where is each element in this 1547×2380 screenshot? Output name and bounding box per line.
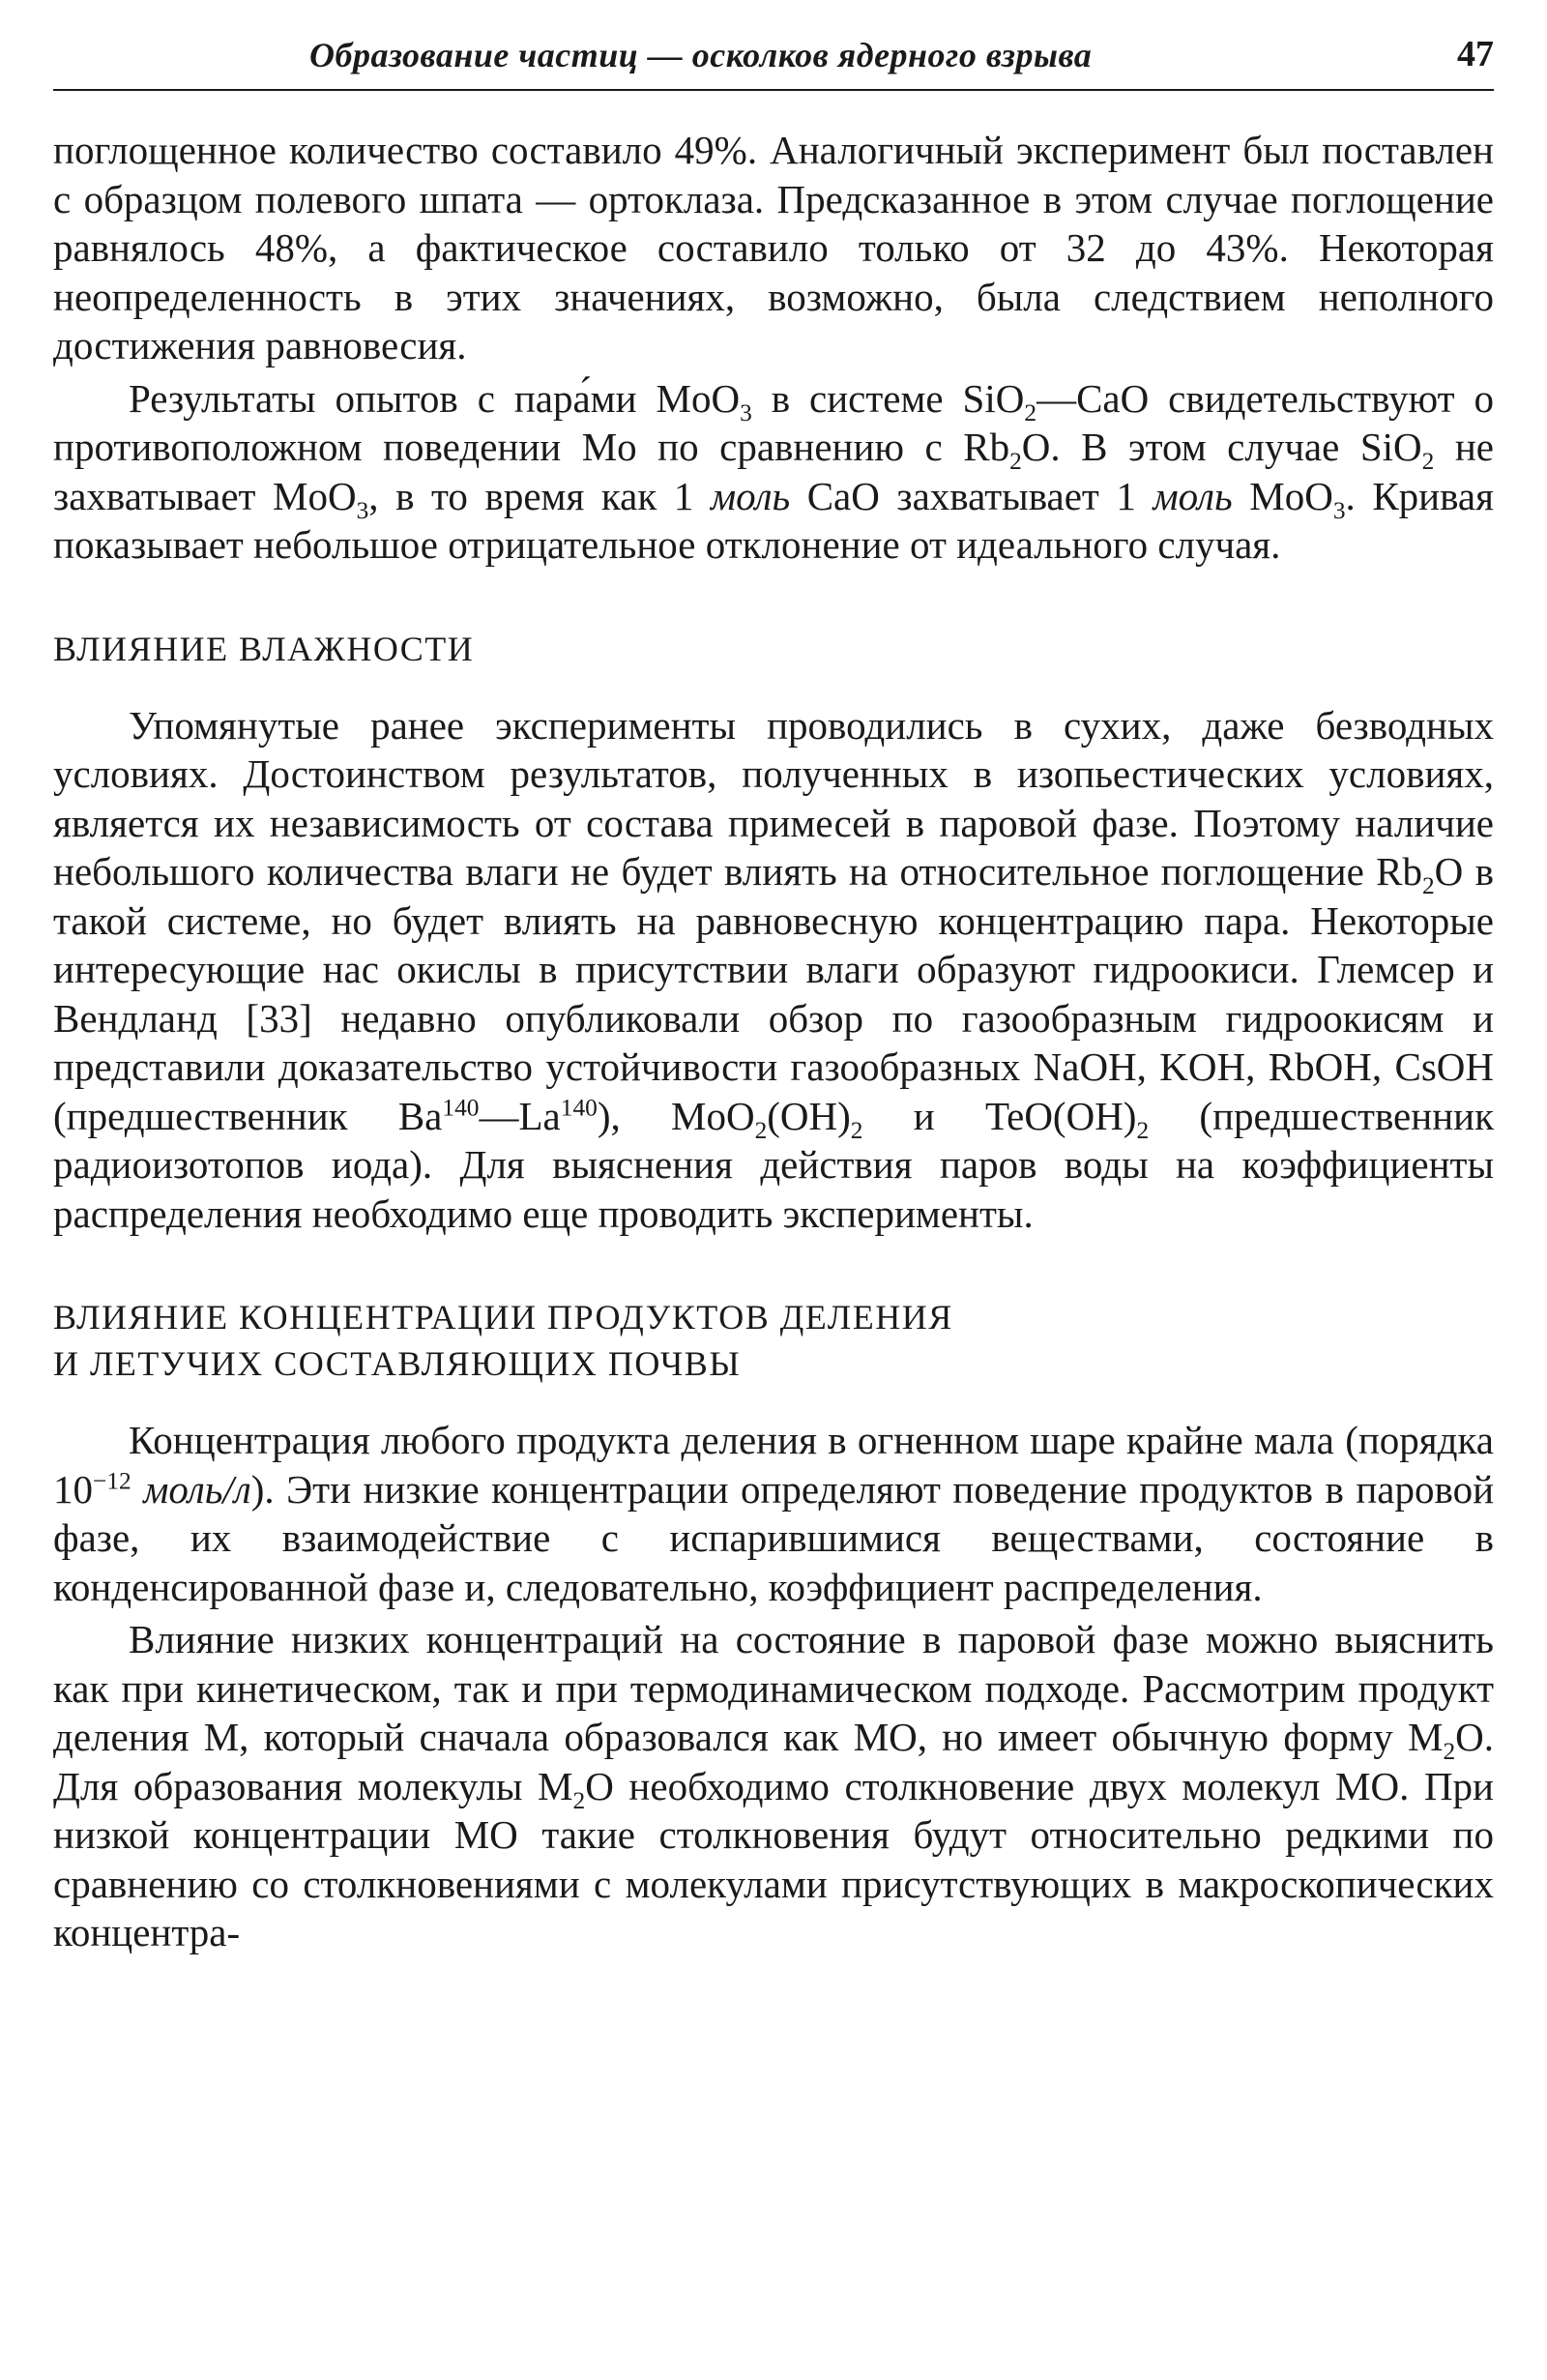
text-run: —CaO свидетельствуют о противоположном поведении Mo по сравнению с Rb <box>53 375 1494 469</box>
text-run: O в такой системе, но будет влиять на равновесную концентрацию пара. Некоторые интересующие нас окислы в присутствии влаги образуют гидроокиси. Глемсер и Вендланд [33] недавно опубликовали обзор по газообразным гидроокисям и представили доказательство устойчивости газообразных NaOH, KOH, RbOH, CsOH (предшественник Ba <box>53 849 1494 1138</box>
running-title: Образование частиц — осколков ядерного взрыва <box>309 36 1093 74</box>
subscript: 2 <box>1421 448 1435 476</box>
section-heading-humidity <box>53 626 1494 672</box>
book-page <box>53 29 1494 1961</box>
page-number: 47 <box>1457 34 1494 74</box>
text-run: в системе SiO <box>751 375 1025 421</box>
text-run: . Кривая показывает небольшое отрицательное отклонение от идеального случая. <box>53 473 1494 567</box>
superscript: 140 <box>560 1093 598 1121</box>
text-run: ), MoO <box>597 1093 755 1138</box>
text-run: O. В этом случае SiO <box>1021 425 1422 469</box>
text-run: ). Эти низкие концентрации определяют поведение продуктов в паровой фазе, их взаимодействие с испарившимися веществами, состояние в конденсированной фазе и, следовательно, коэффициент распределения. <box>53 1466 1495 1609</box>
page-body <box>53 126 1494 1957</box>
paragraph-concentration <box>53 1416 1494 1611</box>
superscript: 140 <box>442 1093 480 1121</box>
unit-italic: моль <box>1153 473 1233 518</box>
subscript: 2 <box>1009 448 1022 476</box>
subscript: 2 <box>754 1116 768 1144</box>
subscript: 3 <box>356 496 369 524</box>
section-heading-concentration <box>53 1294 1494 1387</box>
superscript: −12 <box>93 1466 131 1494</box>
subscript: 3 <box>740 398 752 426</box>
heading-line: ВЛИЯНИЕ ВЛАЖНОСТИ <box>53 629 475 668</box>
text-run: (предшественник радиоизотопов иода). Для выяснения действия паров воды на коэффициенты распределения необходимо еще проводить эксперименты. <box>53 1093 1494 1236</box>
text-run: Упомянутые ранее эксперименты проводились в сухих, даже безводных условиях. Достоинством результатов, полученных в изопьестических условиях, является их независимость от состава примесей в паровой фазе. Поэтому наличие небольшого количества влаги не будет влиять на относительное поглощение Rb <box>53 702 1494 894</box>
text-run: Влияние низких концентраций на состояние в паровой фазе можно выяснить как при кинетическом, так и при термодинамическом подходе. Рассмотрим продукт деления M, который сначала образовался как MO, но имеет обычную форму M <box>53 1617 1494 1759</box>
text-run: не захватывает MoO <box>53 425 1494 518</box>
paragraph-moo3-experiments <box>53 374 1494 570</box>
text-run: CaO захватывает 1 <box>790 473 1153 518</box>
text-run: Результаты опытов с пара́ми MoO <box>129 375 741 421</box>
text-run: MoO <box>1232 473 1333 518</box>
subscript: 2 <box>1421 872 1435 900</box>
paragraph-humidity <box>53 701 1494 1239</box>
running-header <box>53 29 1494 91</box>
text-run: Концентрация любого продукта деления в огненном шаре крайне мала (порядка 10 <box>53 1418 1494 1512</box>
subscript: 2 <box>1443 1738 1456 1766</box>
subscript: 2 <box>1024 398 1037 426</box>
subscript: 2 <box>1136 1116 1150 1144</box>
subscript: 2 <box>572 1786 586 1814</box>
paragraph-continuation: поглощенное количество составило 49%. Аналогичный эксперимент был поставлен с образцом полевого шпата — ортоклаза. Предсказанное в этом случае поглощение равнялось 48%, а фактическое составило только от 32 до 43%. Некоторая неопределенность в этих значениях, возможно, была следствием неполного достижения равновесия. <box>53 128 1494 367</box>
paragraph-low-concentration <box>53 1615 1494 1957</box>
heading-line: ВЛИЯНИЕ КОНЦЕНТРАЦИИ ПРОДУКТОВ ДЕЛЕНИЯ <box>53 1298 953 1337</box>
text-run: , в то время как 1 <box>368 473 711 518</box>
text-run: —La <box>479 1093 561 1138</box>
text-run: O. Для образования молекулы M <box>53 1715 1494 1808</box>
subscript: 2 <box>850 1116 863 1144</box>
text-run: (OH) <box>767 1093 851 1138</box>
unit-italic: моль/л <box>143 1466 251 1512</box>
subscript: 3 <box>1332 496 1346 524</box>
text-run: и TeO(OH) <box>862 1093 1137 1138</box>
text-run: O необходимо столкновение двух молекул MO. При низкой концентрации MO такие столкновения будут относительно редкими по сравнению со столкновениями с молекулами присутствующих в макроскопических концентра- <box>53 1763 1494 1954</box>
heading-line: И ЛЕТУЧИХ СОСТАВЛЯЮЩИХ ПОЧВЫ <box>53 1344 742 1383</box>
unit-italic: моль <box>710 473 791 518</box>
